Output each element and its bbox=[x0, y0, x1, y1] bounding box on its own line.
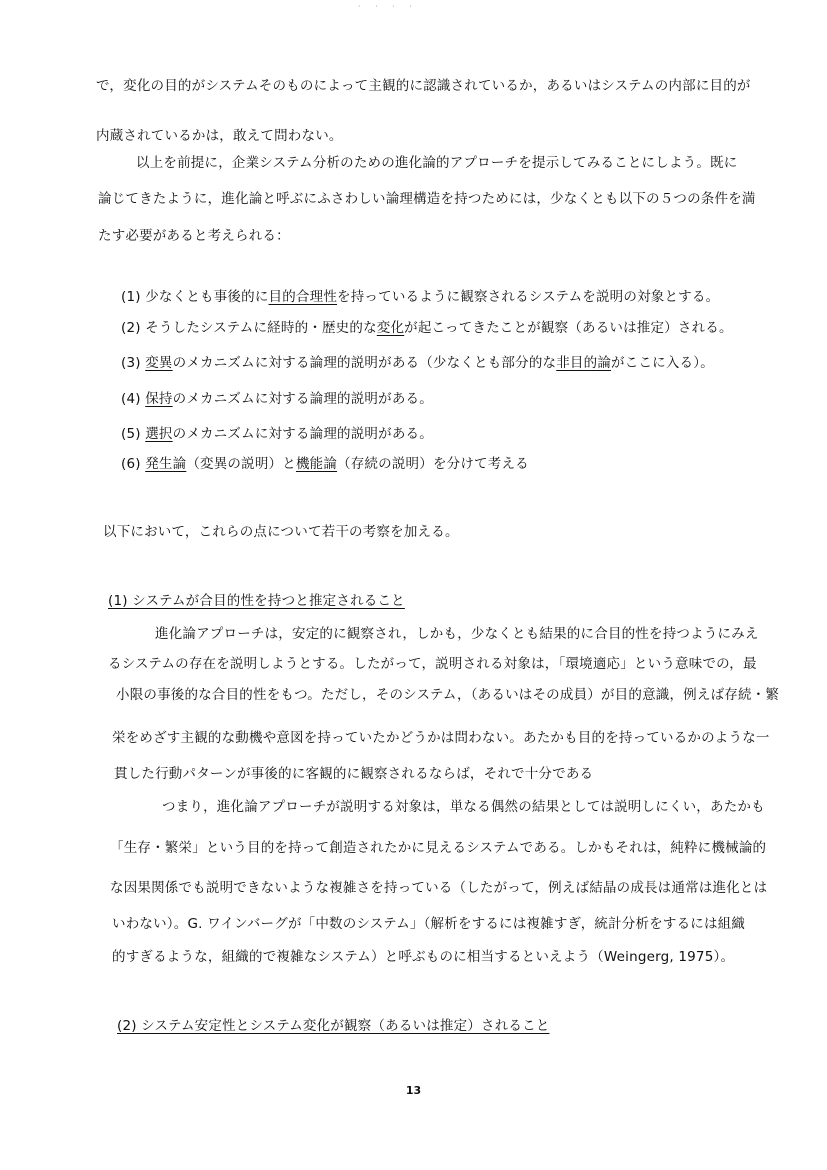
condition-item bbox=[121, 357, 714, 371]
paragraph-line: たす必要があると考えられる： bbox=[98, 228, 290, 244]
condition-keyword: 非目的論 bbox=[556, 355, 612, 371]
paragraph-line: で，変化の目的がシステムそのものによって主観的に認識されているか，あるいはシステムの内部に目的が bbox=[96, 78, 751, 94]
condition-text: が起こってきたことが観察（あるいは推定）される。 bbox=[404, 320, 733, 336]
paragraph-line: 以上を前提に，企業システム分析のための進化論的アプローチを提示してみることにしよう。既に bbox=[136, 155, 738, 171]
condition-text: (1) 少なくとも事後的に bbox=[121, 289, 269, 305]
condition-text: （変異の説明）と bbox=[186, 456, 296, 472]
page-number: 13 bbox=[405, 1084, 422, 1097]
scan-artifact: · · · · bbox=[358, 2, 418, 11]
condition-item bbox=[121, 291, 719, 305]
condition-text: のメカニズムに対する論理的説明がある。 bbox=[172, 391, 433, 407]
paragraph-line: 的すぎるような，組織的で複雑なシステム）と呼ぶものに相当するといえよう（Weingerg, 1975）。 bbox=[112, 949, 735, 965]
condition-text: のメカニズムに対する論理的説明がある。 bbox=[172, 426, 433, 442]
condition-keyword: 発生論 bbox=[145, 456, 187, 472]
condition-keyword: 目的合理性 bbox=[268, 289, 338, 305]
condition-text: (2) そうしたシステムに経時的・歴史的な bbox=[121, 320, 377, 336]
condition-item bbox=[121, 458, 529, 472]
section-heading: (1) システムが合目的性を持つと推定されること bbox=[108, 593, 405, 609]
condition-item bbox=[121, 428, 433, 442]
paragraph-line: 貫した行動パターンが事後的に客観的に観察されるならば，それで十分である bbox=[114, 766, 594, 782]
paragraph-line: 進化論アプローチは，安定的に観察され，しかも，少なくとも結果的に合目的性を持つようにみえ bbox=[155, 626, 759, 642]
condition-text: がここに入る）。 bbox=[611, 355, 714, 371]
condition-text: (4) bbox=[121, 391, 146, 407]
condition-keyword: 保持 bbox=[145, 391, 173, 407]
paragraph-line: 内蔵されているかは，敢えて問わない。 bbox=[96, 128, 343, 144]
paragraph-line: 論じてきたように，進化論と呼ぶにふさわしい論理構造を持つためには，少なくとも以下の５つの条件を満 bbox=[98, 191, 756, 207]
condition-keyword: 機能論 bbox=[295, 456, 338, 472]
condition-item bbox=[121, 322, 733, 336]
condition-keyword: 変異 bbox=[145, 355, 173, 371]
condition-item bbox=[121, 393, 433, 407]
paragraph-line: つまり，進化論アプローチが説明する対象は，単なる偶然の結果としては説明しにくい，あたかも bbox=[162, 799, 765, 815]
transition-sentence: 以下において，これらの点について若干の考察を加える。 bbox=[103, 524, 459, 540]
condition-text: のメカニズムに対する論理的説明がある（少なくとも部分的な bbox=[172, 355, 557, 371]
paragraph-line: いわない）。G. ワインバーグが「中数のシステム」（解析をするには複雑すぎ，統計分析をするには組織 bbox=[112, 916, 746, 932]
condition-text: を持っているように観察されるシステムを説明の対象とする。 bbox=[337, 289, 720, 305]
paragraph-line: 小限の事後的な合目的性をもつ。ただし，そのシステム，（あるいはその成員）が目的意識，例えば存続・繁 bbox=[116, 687, 780, 703]
condition-text: (5) bbox=[121, 426, 146, 442]
section-heading: (2) システム安定性とシステム変化が観察（あるいは推定）されること bbox=[117, 1018, 550, 1034]
condition-keyword: 変化 bbox=[376, 320, 405, 336]
paragraph-line: な因果関係でも説明できないような複雑さを持っている（したがって，例えば結晶の成長は通常は進化とは bbox=[110, 880, 768, 896]
condition-text: (6) bbox=[121, 456, 146, 472]
condition-text: (3) bbox=[121, 355, 146, 371]
paragraph-line: 「生存・繁栄」という目的を持って創造されたかに見えるシステムである。しかもそれは，純粋に機械論的 bbox=[110, 840, 767, 856]
condition-text: （存続の説明）を分けて考える bbox=[337, 456, 529, 472]
condition-keyword: 選択 bbox=[145, 426, 173, 442]
paragraph-line: 栄をめざす主観的な動機や意図を持っていたかどうかは問わない。あたかも目的を持っているかのような一 bbox=[112, 730, 770, 746]
paragraph-line: るシステムの存在を説明しようとする。したがって，説明される対象は，「環境適応」という意味での，最 bbox=[108, 656, 757, 672]
